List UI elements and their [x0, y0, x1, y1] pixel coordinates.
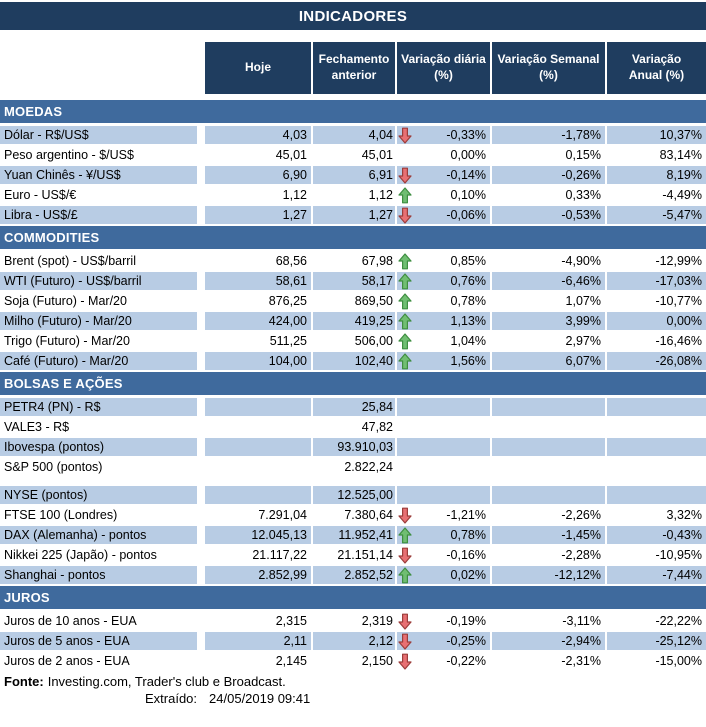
row-label: Yuan Chinês - ¥/US$	[0, 166, 205, 184]
hoje-value	[205, 458, 313, 476]
variacao-anual-value: -7,44%	[607, 566, 706, 584]
variacao-anual-value: -16,46%	[655, 334, 702, 348]
variacao-anual-value: 3,32%	[666, 508, 702, 522]
column-header-line: Anual (%)	[628, 68, 685, 82]
hoje-value	[205, 486, 313, 504]
variacao-anual-value: -12,99%	[655, 254, 702, 268]
row-label: Trigo (Futuro) - Mar/20	[0, 332, 205, 350]
variacao-anual-value: -15,00%	[655, 654, 702, 668]
variacao-diaria-value: -0,14%	[446, 168, 486, 182]
hoje-value: 1,27	[205, 206, 313, 224]
row-label: WTI (Futuro) - US$/barril	[0, 272, 205, 290]
variacao-semanal-value: 1,07%	[492, 292, 607, 310]
column-header-line: (%)	[539, 68, 558, 82]
fechamento-value: 419,25	[313, 312, 397, 330]
variacao-semanal-value: -2,31%	[492, 652, 607, 670]
variacao-semanal-value: -6,46%	[492, 272, 607, 290]
variacao-anual-value	[607, 398, 706, 416]
row-label: Juros de 5 anos - EUA	[0, 632, 205, 650]
extracted-value: 24/05/2019 09:41	[209, 691, 311, 706]
variacao-semanal-value: 0,15%	[492, 146, 607, 164]
variacao-semanal-value: 0,33%	[492, 186, 607, 204]
row-label: S&P 500 (pontos)	[0, 458, 205, 476]
extracted-line	[0, 691, 706, 706]
variacao-anual-value: -0,43%	[607, 526, 706, 544]
variacao-anual-value: -4,49%	[662, 188, 702, 202]
fechamento-value: 2,12	[313, 632, 397, 650]
variacao-semanal-value: -2,26%	[492, 506, 607, 524]
variacao-diaria-cell	[397, 546, 492, 564]
down-arrow-icon	[398, 653, 412, 670]
indicators-report	[0, 2, 706, 706]
fechamento-value: 12.525,00	[313, 486, 397, 504]
down-arrow-icon	[398, 547, 412, 564]
variacao-anual-value: -10,77%	[655, 294, 702, 308]
table-row	[0, 546, 706, 564]
variacao-diaria-cell	[397, 352, 492, 370]
hoje-value	[205, 418, 313, 436]
trend-arrow-slot	[398, 613, 414, 630]
table-row	[0, 272, 706, 290]
variacao-semanal-value	[492, 398, 607, 416]
variacao-anual-value: -25,12%	[607, 632, 706, 650]
variacao-diaria-cell	[397, 312, 492, 330]
table-row	[0, 352, 706, 370]
table-row	[0, 438, 706, 456]
hoje-value: 1,12	[205, 186, 313, 204]
variacao-diaria-cell	[397, 146, 492, 164]
fechamento-value: 6,91	[313, 166, 397, 184]
variacao-diaria-value: 1,13%	[450, 314, 486, 328]
trend-arrow-slot	[398, 633, 414, 650]
variacao-diaria-value: -0,33%	[446, 128, 486, 142]
row-label: PETR4 (PN) - R$	[0, 398, 205, 416]
row-label: FTSE 100 (Londres)	[0, 506, 205, 524]
down-arrow-icon	[398, 127, 412, 144]
variacao-diaria-value: 0,85%	[450, 254, 486, 268]
row-label: DAX (Alemanha) - pontos	[0, 526, 205, 544]
hoje-value: 7.291,04	[205, 506, 313, 524]
variacao-anual-value: -5,47%	[607, 206, 706, 224]
trend-arrow-slot	[398, 547, 414, 564]
variacao-diaria-cell	[397, 252, 492, 270]
variacao-anual-value: -22,22%	[655, 614, 702, 628]
variacao-diaria-cell	[397, 206, 492, 224]
hoje-value: 2,11	[205, 632, 313, 650]
down-arrow-icon	[398, 207, 412, 224]
trend-arrow-slot	[398, 127, 414, 144]
variacao-diaria-cell	[397, 458, 492, 476]
variacao-diaria-value: -0,25%	[446, 634, 486, 648]
trend-arrow-slot	[398, 273, 414, 290]
fechamento-value: 2.852,52	[313, 566, 397, 584]
column-header-hoje	[205, 42, 313, 94]
variacao-semanal-value: -0,53%	[492, 206, 607, 224]
up-arrow-icon	[398, 353, 412, 370]
hoje-value: 58,61	[205, 272, 313, 290]
variacao-diaria-value: -0,19%	[446, 614, 486, 628]
trend-arrow-slot	[398, 567, 414, 584]
fechamento-value: 58,17	[313, 272, 397, 290]
column-header-line: Variação	[631, 52, 682, 67]
variacao-diaria-value: 0,02%	[450, 568, 486, 582]
variacao-diaria-cell	[397, 506, 492, 524]
variacao-diaria-value: 0,78%	[450, 528, 486, 542]
variacao-anual-value: -17,03%	[607, 272, 706, 290]
variacao-semanal-value: -12,12%	[492, 566, 607, 584]
variacao-semanal-value: -1,78%	[492, 126, 607, 144]
variacao-anual-value: 83,14%	[659, 148, 702, 162]
up-arrow-icon	[398, 313, 412, 330]
extracted-label: Extraído:	[145, 691, 198, 706]
table-row	[0, 612, 706, 630]
trend-arrow-slot	[398, 167, 414, 184]
fechamento-value: 67,98	[313, 252, 397, 270]
row-label: Milho (Futuro) - Mar/20	[0, 312, 205, 330]
variacao-diaria-cell	[397, 652, 492, 670]
variacao-semanal-value	[492, 486, 607, 504]
row-label: Euro - US$/€	[0, 186, 205, 204]
fechamento-value: 102,40	[313, 352, 397, 370]
down-arrow-icon	[398, 507, 412, 524]
variacao-anual-value: 8,19%	[607, 166, 706, 184]
variacao-semanal-value: 2,97%	[492, 332, 607, 350]
column-header-line: Hoje	[244, 60, 271, 75]
hoje-value: 12.045,13	[205, 526, 313, 544]
variacao-semanal-value: -3,11%	[492, 612, 607, 630]
variacao-anual-value: 0,00%	[607, 312, 706, 330]
variacao-diaria-value: 1,56%	[450, 354, 486, 368]
variacao-diaria-cell	[397, 292, 492, 310]
trend-arrow-slot	[398, 333, 414, 350]
section-header: BOLSAS E AÇÕES	[0, 372, 706, 395]
hoje-value: 104,00	[205, 352, 313, 370]
table-row	[0, 652, 706, 670]
up-arrow-icon	[398, 293, 412, 310]
table-row	[0, 506, 706, 524]
fechamento-value: 506,00	[313, 332, 397, 350]
table-row	[0, 186, 706, 204]
variacao-diaria-value: 0,00%	[450, 148, 486, 162]
down-arrow-icon	[398, 613, 412, 630]
hoje-value	[205, 438, 313, 456]
trend-arrow-slot	[398, 527, 414, 544]
table-row	[0, 458, 706, 476]
variacao-anual-value: 10,37%	[607, 126, 706, 144]
up-arrow-icon	[398, 187, 412, 204]
variacao-diaria-value: -0,22%	[446, 654, 486, 668]
variacao-anual-value	[607, 486, 706, 504]
fechamento-value: 11.952,41	[313, 526, 397, 544]
header-blank-cell	[0, 42, 205, 94]
fechamento-value: 2,319	[313, 612, 397, 630]
fechamento-value: 1,27	[313, 206, 397, 224]
variacao-anual-value	[607, 418, 706, 436]
table-row	[0, 292, 706, 310]
down-arrow-icon	[398, 167, 412, 184]
fechamento-value: 93.910,03	[313, 438, 397, 456]
variacao-semanal-value	[492, 438, 607, 456]
variacao-diaria-value: -0,16%	[446, 548, 486, 562]
fechamento-value: 2,150	[313, 652, 397, 670]
hoje-value: 45,01	[205, 146, 313, 164]
variacao-diaria-cell	[397, 398, 492, 416]
row-label: Café (Futuro) - Mar/20	[0, 352, 205, 370]
row-label: Dólar - R$/US$	[0, 126, 205, 144]
trend-arrow-slot	[398, 293, 414, 310]
variacao-semanal-value: 6,07%	[492, 352, 607, 370]
table-row	[0, 398, 706, 416]
variacao-anual-value	[607, 438, 706, 456]
variacao-diaria-value: 0,76%	[450, 274, 486, 288]
variacao-anual-value	[607, 458, 706, 476]
up-arrow-icon	[398, 527, 412, 544]
variacao-diaria-value: -1,21%	[446, 508, 486, 522]
variacao-diaria-cell	[397, 612, 492, 630]
fechamento-value: 47,82	[313, 418, 397, 436]
row-spacer	[0, 478, 706, 486]
table-row	[0, 252, 706, 270]
section-header: COMMODITIES	[0, 226, 706, 249]
table-row	[0, 632, 706, 650]
row-label: Brent (spot) - US$/barril	[0, 252, 205, 270]
fechamento-value: 869,50	[313, 292, 397, 310]
column-header-line: Fechamento	[318, 52, 390, 67]
table-row	[0, 312, 706, 330]
variacao-diaria-cell	[397, 332, 492, 350]
trend-arrow-slot	[398, 253, 414, 270]
row-label: Nikkei 225 (Japão) - pontos	[0, 546, 205, 564]
fechamento-value: 45,01	[313, 146, 397, 164]
table-row	[0, 566, 706, 584]
variacao-diaria-cell	[397, 632, 492, 650]
table-row	[0, 206, 706, 224]
variacao-semanal-value	[492, 458, 607, 476]
table-row	[0, 418, 706, 436]
hoje-value: 68,56	[205, 252, 313, 270]
variacao-diaria-cell	[397, 526, 492, 544]
variacao-diaria-cell	[397, 126, 492, 144]
up-arrow-icon	[398, 333, 412, 350]
variacao-diaria-value: -0,06%	[446, 208, 486, 222]
section-header: JUROS	[0, 586, 706, 609]
column-header-row	[0, 42, 706, 94]
variacao-diaria-value: 0,78%	[450, 294, 486, 308]
table-row	[0, 486, 706, 504]
trend-arrow-slot	[398, 187, 414, 204]
variacao-diaria-cell	[397, 438, 492, 456]
fechamento-value: 2.822,24	[313, 458, 397, 476]
table-row	[0, 526, 706, 544]
variacao-semanal-value: -1,45%	[492, 526, 607, 544]
source-text: Investing.com, Trader's club e Broadcast.	[47, 674, 286, 689]
hoje-value: 2,315	[205, 612, 313, 630]
trend-arrow-slot	[398, 313, 414, 330]
trend-arrow-slot	[398, 353, 414, 370]
row-label: Soja (Futuro) - Mar/20	[0, 292, 205, 310]
hoje-value: 424,00	[205, 312, 313, 330]
column-header-variacao-anual	[607, 42, 706, 94]
table-body	[0, 100, 706, 670]
trend-arrow-slot	[398, 207, 414, 224]
fechamento-value: 7.380,64	[313, 506, 397, 524]
row-label: Juros de 2 anos - EUA	[0, 652, 205, 670]
variacao-diaria-cell	[397, 486, 492, 504]
variacao-diaria-cell	[397, 566, 492, 584]
column-header-variacao-diaria	[397, 42, 492, 94]
page-title: INDICADORES	[0, 2, 706, 30]
column-header-line: Variação Semanal	[497, 52, 600, 67]
fechamento-value: 25,84	[313, 398, 397, 416]
fechamento-value: 4,04	[313, 126, 397, 144]
row-label: Libra - US$/£	[0, 206, 205, 224]
variacao-diaria-cell	[397, 166, 492, 184]
variacao-semanal-value: -0,26%	[492, 166, 607, 184]
row-label: Ibovespa (pontos)	[0, 438, 205, 456]
variacao-anual-value: -26,08%	[607, 352, 706, 370]
row-label: NYSE (pontos)	[0, 486, 205, 504]
hoje-value: 876,25	[205, 292, 313, 310]
up-arrow-icon	[398, 253, 412, 270]
hoje-value: 21.117,22	[205, 546, 313, 564]
variacao-diaria-value: 0,10%	[450, 188, 486, 202]
row-label: Juros de 10 anos - EUA	[0, 612, 205, 630]
table-row	[0, 166, 706, 184]
hoje-value: 6,90	[205, 166, 313, 184]
table-row	[0, 332, 706, 350]
trend-arrow-slot	[398, 653, 414, 670]
source-line	[0, 674, 706, 689]
fechamento-value: 21.151,14	[313, 546, 397, 564]
variacao-semanal-value: -2,28%	[492, 546, 607, 564]
trend-arrow-slot	[398, 507, 414, 524]
row-label: VALE3 - R$	[0, 418, 205, 436]
column-header-variacao-semanal	[492, 42, 607, 94]
table-row	[0, 146, 706, 164]
row-label: Peso argentino - $/US$	[0, 146, 205, 164]
variacao-semanal-value: -2,94%	[492, 632, 607, 650]
variacao-semanal-value: 3,99%	[492, 312, 607, 330]
variacao-anual-value: -10,95%	[655, 548, 702, 562]
hoje-value	[205, 398, 313, 416]
column-header-line: (%)	[434, 68, 453, 82]
hoje-value: 511,25	[205, 332, 313, 350]
up-arrow-icon	[398, 567, 412, 584]
variacao-diaria-cell	[397, 272, 492, 290]
column-header-fechamento	[313, 42, 397, 94]
variacao-semanal-value: -4,90%	[492, 252, 607, 270]
hoje-value: 2.852,99	[205, 566, 313, 584]
source-label: Fonte:	[4, 674, 44, 689]
row-label: Shanghai - pontos	[0, 566, 205, 584]
hoje-value: 2,145	[205, 652, 313, 670]
up-arrow-icon	[398, 273, 412, 290]
variacao-diaria-value: 1,04%	[450, 334, 486, 348]
variacao-diaria-cell	[397, 186, 492, 204]
column-header-line: anterior	[331, 68, 377, 82]
variacao-diaria-cell	[397, 418, 492, 436]
down-arrow-icon	[398, 633, 412, 650]
fechamento-value: 1,12	[313, 186, 397, 204]
section-header: MOEDAS	[0, 100, 706, 123]
hoje-value: 4,03	[205, 126, 313, 144]
column-header-line: Variação diária	[401, 52, 486, 67]
table-row	[0, 126, 706, 144]
variacao-semanal-value	[492, 418, 607, 436]
